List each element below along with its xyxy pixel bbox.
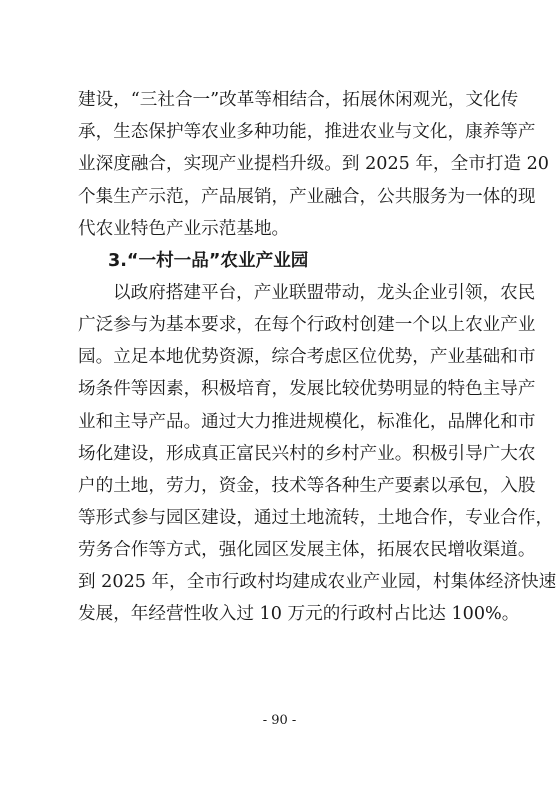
paragraph-2-line-10: 到 2025 年，全市行政村均建成农业产业园，村集体经济快速 <box>78 572 557 592</box>
paragraph-1-line-4: 个集生产示范，产品展销，产业融合，公共服务为一体的现 <box>78 187 536 207</box>
paragraph-2-line-11: 发展，年经营性收入过 10 万元的行政村占比达 100%。 <box>78 604 520 624</box>
paragraph-2-line-5: 业和主导产品。通过大力推进规模化，标准化，品牌化和市 <box>78 412 536 432</box>
paragraph-2-line-9: 劳务合作等方式，强化园区发展主体，拓展农民增收渠道。 <box>78 540 536 560</box>
paragraph-2-line-1: 以政府搭建平台，产业联盟带动，龙头企业引领，农民 <box>113 283 536 303</box>
page-number: - 90 - <box>262 713 297 728</box>
paragraph-2-line-2: 广泛参与为基本要求，在每个行政村创建一个以上农业产业 <box>78 315 536 335</box>
paragraph-2-line-7: 户的土地，劳力，资金，技术等各种生产要素以承包，入股 <box>78 476 536 496</box>
paragraph-2-line-4: 场条件等因素，积极培育，发展比较优势明显的特色主导产 <box>78 379 536 399</box>
paragraph-2-line-8: 等形式参与园区建设，通过土地流转，土地合作，专业合作， <box>78 508 554 528</box>
paragraph-2-line-3: 园。立足本地优势资源，综合考虑区位优势，产业基础和市 <box>78 347 536 367</box>
paragraph-1-line-2: 承，生态保护等农业多种功能，推进农业与文化，康养等产 <box>78 122 536 142</box>
section-heading: 3.“一村一品”农业产业园 <box>108 251 309 271</box>
paragraph-1-line-5: 代农业特色产业示范基地。 <box>78 219 290 239</box>
paragraph-2-line-6: 场化建设，形成真正富民兴村的乡村产业。积极引导广大农 <box>78 444 536 464</box>
paragraph-1-line-1: 建设，“三社合一”改革等相结合，拓展休闲观光，文化传 <box>78 90 519 110</box>
paragraph-1-line-3: 业深度融合，实现产业提档升级。到 2025 年，全市打造 20 <box>78 154 550 174</box>
